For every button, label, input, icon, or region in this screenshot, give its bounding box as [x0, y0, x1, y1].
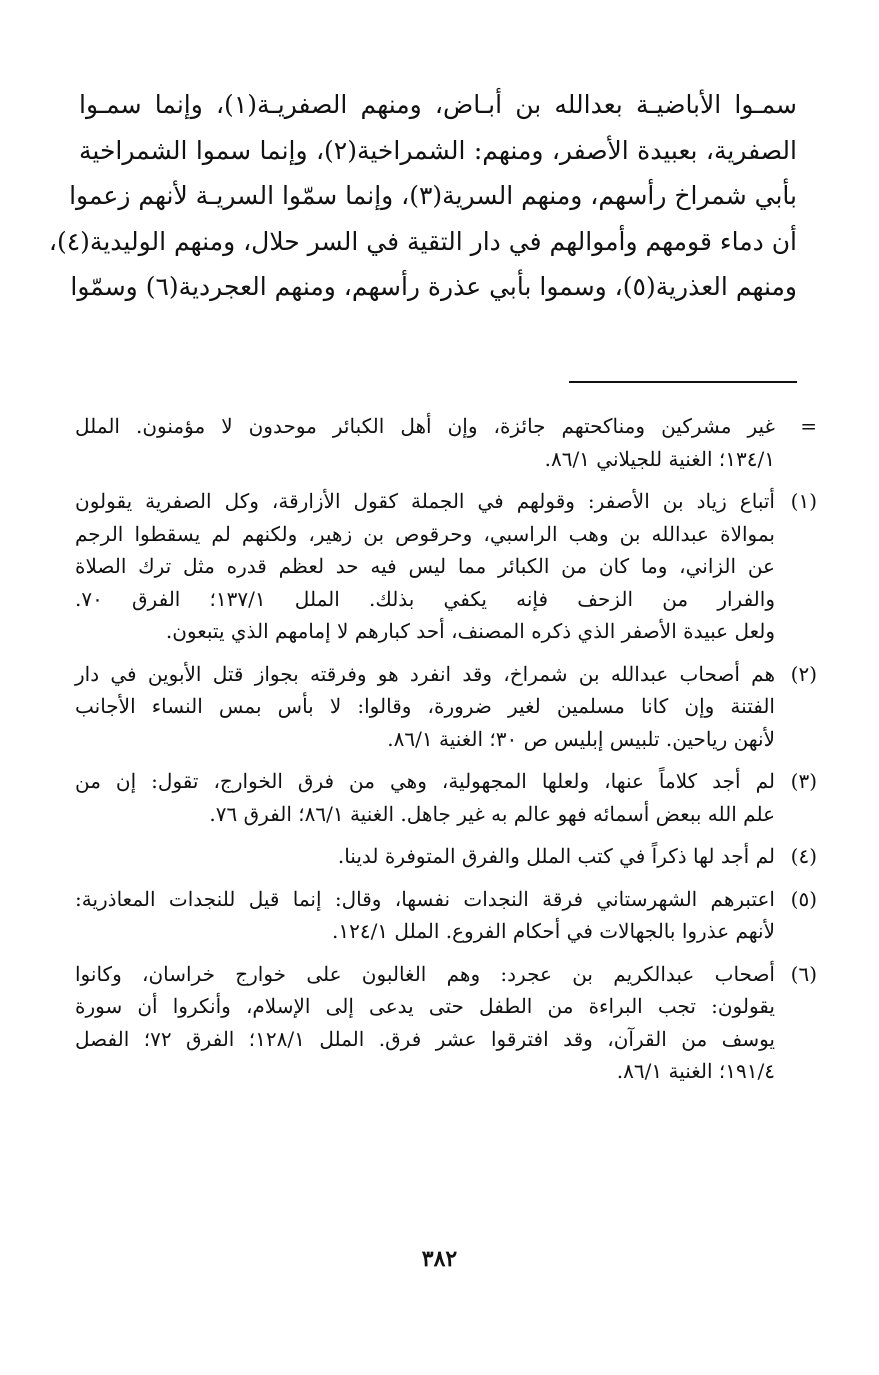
footnote-text: [75, 410, 775, 475]
footnote: [75, 658, 817, 756]
footnote: [75, 840, 817, 873]
main-text-body: [48, 82, 797, 310]
footnote-line: لأنهم عذروا بالجهالات في أحكام الفروع. الملل ١٢٤/١.: [331, 919, 775, 943]
footnote-marker: (٥): [790, 886, 817, 911]
main-text-line: سمـوا الأباضيـة بعدالله بن أبـاض، ومنهم الصفريـة(١)، وإنما سمـوا: [79, 90, 797, 119]
main-text-line: الصفرية، بعبيدة الأصفر، ومنهم: الشمراخية(٢)، وإنما سموا الشمراخية: [79, 135, 797, 165]
footnote-line: هم أصحاب عبدالله بن شمراخ، وقد انفرد هو وفرقته بجواز قتل الأبوين في دار: [75, 661, 775, 686]
footnote-line: لأنهن رياحين. تلبيس إبليس ص ٣٠؛ الغنية ٨٦/١.: [387, 726, 775, 751]
footnote: [75, 410, 817, 475]
footnote-text: [75, 658, 775, 756]
footnote-marker: =: [800, 414, 817, 438]
footnote-marker: (١): [790, 489, 817, 513]
footnote-line: بموالاة عبدالله بن وهب الراسبي، وحرقوص بن زهير، ولكنهم لم يسقطوا الرجم: [75, 521, 775, 546]
footnote-line: والفرار من الزحف فإنه يكفي بذلك. الملل ١٣٧/١؛ الفرق ٧٠.: [75, 586, 775, 611]
main-text-line: بأبي شمراخ رأسهم، ومنهم السرية(٣)، وإنما سمّوا السريـة لأنهم زعموا: [69, 181, 797, 210]
footnote-text: [75, 765, 775, 830]
footnote: [75, 958, 817, 1088]
page-number: ٣٨٢: [421, 1246, 458, 1272]
footnote-text: [75, 883, 775, 948]
footnote-text: [75, 485, 775, 648]
footnote-marker: (٤): [790, 844, 817, 868]
footnote-line: يوسف من القرآن، وقد افترقوا عشر فرق. الملل ١٢٨/١؛ الفرق ٧٢؛ الفصل: [75, 1026, 775, 1051]
main-text-line: أن دماء قومهم وأموالهم في دار التقية في السر حلال، ومنهم الوليدية(٤)،: [48, 226, 797, 256]
footnote-line: اعتبرهم الشهرستاني فرقة النجدات نفسها، وقال: إنما قيل للنجدات المعاذرية:: [75, 886, 775, 911]
footnote-line: الفتنة وإن كانا مسلمين لغير ضرورة، وقالوا: لا بأس بمس النساء الأجانب: [75, 694, 775, 718]
footnote-line: علم الله ببعض أسمائه فهو عالم به غير جاهل. الغنية ٨٦/١؛ الفرق ٧٦.: [209, 801, 775, 826]
footnote-marker: (٣): [790, 769, 817, 793]
footnotes-section: [75, 410, 817, 1098]
main-text-line: ومنهم العذرية(٥)، وسموا بأبي عذرة رأسهم، ومنهم العجردية(٦) وسمّوا: [70, 272, 797, 301]
footnote-line: عن الزاني، وما كان من الكبائر مما ليس فيه حد لعظم قدره مثل ترك الصلاة: [75, 554, 775, 578]
footnote-text: [75, 958, 775, 1088]
footnote-marker: (٦): [790, 961, 817, 986]
footnote: [75, 883, 817, 948]
footnote-line: يقولون: تجب البراءة من الطفل حتى يدعى إلى الإسلام، وأنكروا أن سورة: [75, 994, 775, 1018]
footnote-line: لم أجد لها ذكراً في كتب الملل والفرق المتوفرة لدينا.: [337, 844, 775, 868]
footnote-line: ولعل عبيدة الأصفر الذي ذكره المصنف، أحد كبارهم لا إمامهم الذي يتبعون.: [165, 619, 775, 643]
footnote-text: [75, 840, 775, 873]
footnote-line: أتباع زياد بن الأصفر: وقولهم في الجملة كقول الأزارقة، وكل الصفرية يقولون: [75, 489, 775, 513]
footnote-line: ١٩١/٤؛ الغنية ٨٦/١.: [616, 1059, 775, 1083]
footnote-line: لم أجد كلاماً عنها، ولعلها المجهولية، وهي من فرق الخوارج، تقول: إن من: [75, 769, 775, 793]
footnote-marker: (٢): [790, 661, 817, 686]
footnote-line: أصحاب عبدالكريم بن عجرد: وهم الغالبون على خوارج خراسان، وكانوا: [75, 961, 775, 986]
footnote: [75, 485, 817, 648]
footnote: [75, 765, 817, 830]
footnote-line: ١٣٤/١؛ الغنية للجيلاني ٨٦/١.: [544, 446, 775, 471]
footnote-separator: [569, 381, 797, 383]
footnote-line: غير مشركين ومناكحتهم جائزة، وإن أهل الكبائر موحدون لا مؤمنون. الملل: [75, 414, 775, 438]
